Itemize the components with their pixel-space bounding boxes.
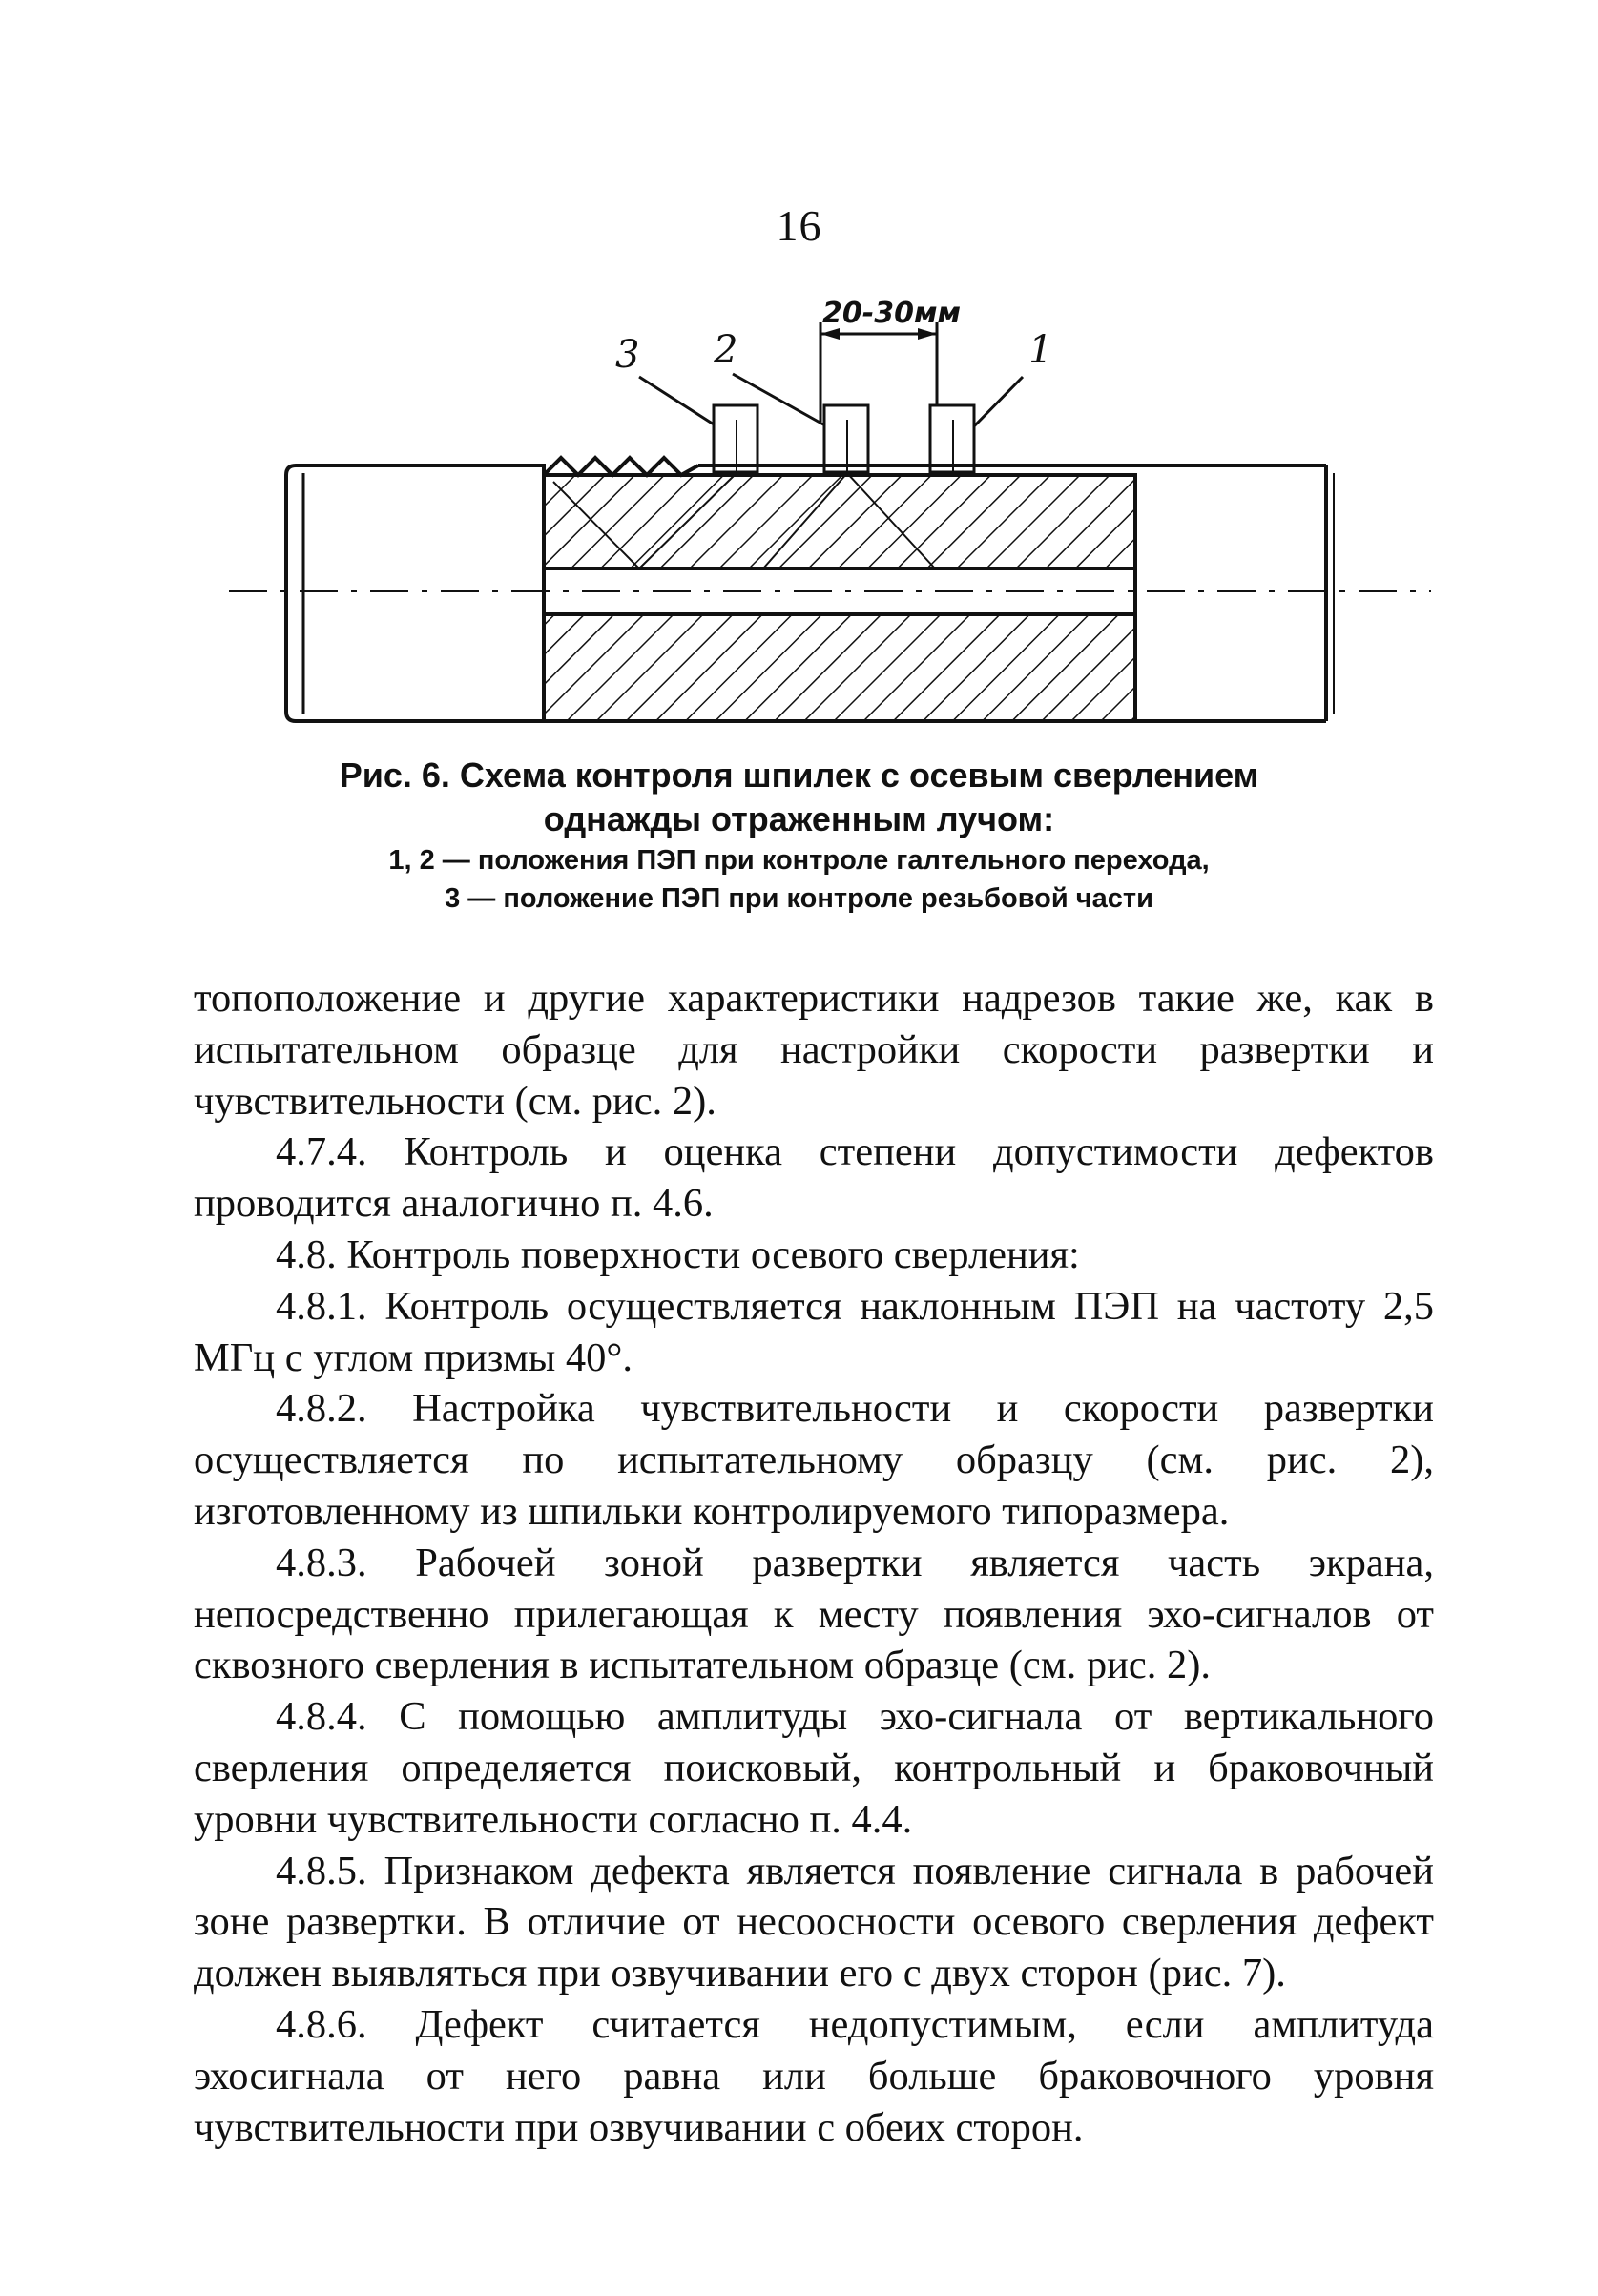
probe-1 (930, 405, 974, 472)
dimension-marker (820, 297, 961, 422)
figure-caption (191, 754, 1407, 918)
dimension-label: 20-30мм (822, 297, 961, 330)
page-number: 16 (776, 201, 822, 250)
paragraph: 4.8.3. Рабочей зоной развертки является часть экрана, непосредственно прилегающая к месту появления эхо-сигналов от сквозного сверления в испытательном образце (см. рис. 2). (194, 1540, 1434, 1688)
leader-1 (971, 377, 1023, 429)
caption-title-line1: Рис. 6. Схема контроля шпилек с осевым сверлением (339, 755, 1259, 795)
leader-3 (639, 377, 721, 429)
paragraph: 4.8.6. Дефект считается недопустимым, если амплитуда эхосигнала от него равна или больше браковочного уровня чувствительности при озвучивании с обеих сторон. (194, 2001, 1434, 2150)
label-position-3: 3 (615, 333, 640, 377)
paragraph: топоположение и другие характеристики надрезов такие же, как в испытательном образце для настройки скорости развертки и чувствительности (см. рис. 2). (194, 976, 1434, 1124)
stud-body (229, 458, 1431, 721)
paragraph: 4.8.1. Контроль осуществляется наклонным ПЭП на частоту 2,5 МГц с углом призмы 40°. (194, 1283, 1434, 1380)
paragraph: 4.7.4. Контроль и оценка степени допустимости дефектов проводится аналогично п. 4.6. (194, 1129, 1434, 1227)
figure-stud-diagram (229, 286, 1431, 734)
paragraph: 4.8.5. Признаком дефекта является появление сигнала в рабочей зоне развертки. В отличие от несоосности осевого сверления дефект должен выявляться при озвучивании его с двух сторон (рис. 7). (194, 1848, 1434, 1996)
label-position-1: 1 (1028, 328, 1053, 372)
caption-title-line2: однажды отраженным лучом: (543, 799, 1055, 838)
paragraph: 4.8.4. С помощью амплитуды эхо-сигнала от вертикального сверления определяется поисковый, контрольный и браковочный уровни чувствительности согласно п. 4.4. (194, 1694, 1434, 1842)
paragraph: 4.8. Контроль поверхности осевого сверления: (276, 1231, 1080, 1277)
probe-3 (714, 405, 757, 472)
body-text (194, 973, 1434, 2153)
caption-legend-line1: 1, 2 — положения ПЭП при контроле галтельного перехода, (388, 845, 1210, 876)
caption-legend-line2: 3 — положение ПЭП при контроле резьбовой части (445, 883, 1153, 914)
probe-2 (824, 405, 868, 472)
label-position-2: 2 (714, 328, 738, 372)
paragraph: 4.8.2. Настройка чувствительности и скорости развертки осуществляется по испытательному образцу (см. рис. 2), изготовленному из шпильки контролируемого типоразмера. (194, 1386, 1434, 1534)
stud-diagram (229, 286, 1431, 734)
